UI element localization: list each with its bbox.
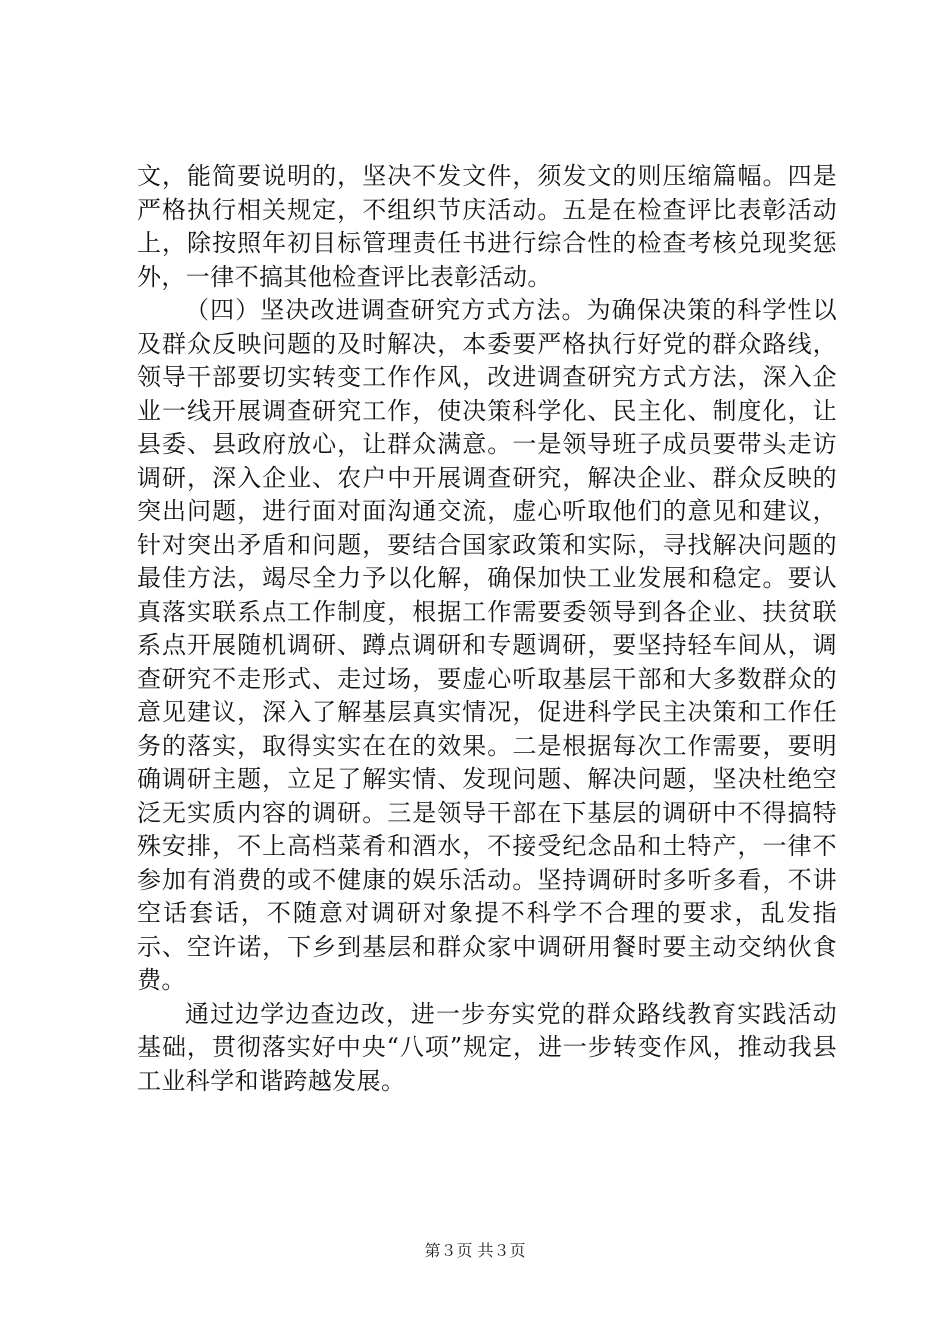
page-footer [0, 1241, 950, 1261]
document-body [137, 160, 837, 1098]
paragraph-continuation: 文，能简要说明的，坚决不发文件，须发文的则压缩篇幅。四是严格执行相关规定，不组织节庆活动。五是在检查评比表彰活动上，除按照年初目标管理责任书进行综合性的检查考核兑现奖惩外，一律不搞其他检查评比表彰活动。 [137, 162, 837, 291]
paragraph-section-four: （四）坚决改进调查研究方式方法。为确保决策的科学性以及群众反映问题的及时解决，本委要严格执行好党的群众路线，领导干部要切实转变工作作风，改进调查研究方式方法，深入企业一线开展调查研究工作，使决策科学化、民主化、制度化，让县委、县政府放心，让群众满意。一是领导班子成员要带头走访调研，深入企业、农户中开展调查研究，解决企业、群众反映的突出问题，进行面对面沟通交流，虚心听取他们的意见和建议，针对突出矛盾和问题，要结合国家政策和实际，寻找解决问题的最佳方法，竭尽全力予以化解，确保加快工业发展和稳定。要认真落实联系点工作制度，根据工作需要委领导到各企业、扶贫联系点开展随机调研、蹲点调研和专题调研，要坚持轻车间从，调查研究不走形式、走过场，要虚心听取基层干部和大多数群众的意见建议，深入了解基层真实情况，促进科学民主决策和工作任务的落实，取得实实在在的效果。二是根据每次工作需要，要明确调研主题，立足了解实情、发现问题、解决问题，坚决杜绝空泛无实质内容的调研。三是领导干部在下基层的调研中不得搞特殊安排，不上高档菜肴和酒水，不接受纪念品和土特产，一律不参加有消费的或不健康的娱乐活动。坚持调研时多听多看，不讲空话套话，不随意对调研对象提不科学不合理的要求，乱发指示、空许诺，下乡到基层和群众家中调研用餐时要主动交纳伙食费。 [137, 296, 837, 994]
paragraph-conclusion: 通过边学边查边改，进一步夯实党的群众路线教育实践活动基础，贯彻落实好中央“八项”规定，进一步转变作风，推动我县工业科学和谐跨越发展。 [137, 999, 837, 1095]
page-number-label: 第３页 共３页 [424, 1241, 526, 1260]
